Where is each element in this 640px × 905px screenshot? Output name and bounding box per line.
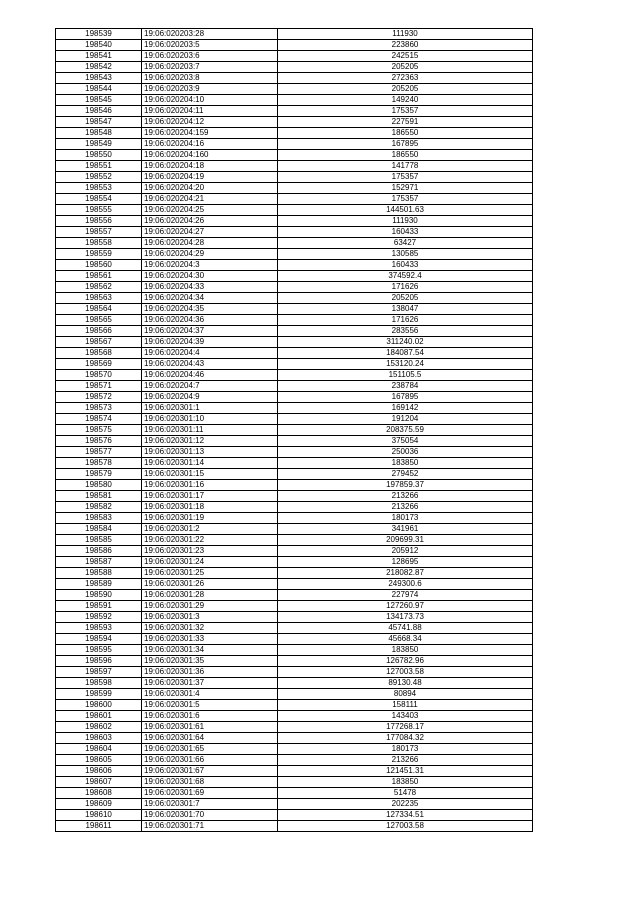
cadastral-number-cell: 19:06:020301:24 xyxy=(142,557,278,568)
table-row xyxy=(56,436,533,447)
table-row xyxy=(56,227,533,238)
cadastral-number-cell: 19:06:020204:10 xyxy=(142,95,278,106)
value-cell: 111930 xyxy=(278,29,533,40)
row-id-cell: 198551 xyxy=(56,161,142,172)
row-id-cell: 198550 xyxy=(56,150,142,161)
row-id-cell: 198553 xyxy=(56,183,142,194)
value-cell: 121451.31 xyxy=(278,766,533,777)
value-cell: 128695 xyxy=(278,557,533,568)
table-row xyxy=(56,315,533,326)
cadastral-number-cell: 19:06:020301:35 xyxy=(142,656,278,667)
value-cell: 227591 xyxy=(278,117,533,128)
table-row xyxy=(56,546,533,557)
row-id-cell: 198565 xyxy=(56,315,142,326)
table-body xyxy=(56,29,533,832)
cadastral-number-cell: 19:06:020204:37 xyxy=(142,326,278,337)
cadastral-number-cell: 19:06:020301:37 xyxy=(142,678,278,689)
row-id-cell: 198570 xyxy=(56,370,142,381)
cadastral-number-cell: 19:06:020204:19 xyxy=(142,172,278,183)
row-id-cell: 198606 xyxy=(56,766,142,777)
row-id-cell: 198539 xyxy=(56,29,142,40)
table-row xyxy=(56,513,533,524)
cadastral-number-cell: 19:06:020301:36 xyxy=(142,667,278,678)
row-id-cell: 198542 xyxy=(56,62,142,73)
value-cell: 184087.54 xyxy=(278,348,533,359)
cadastral-number-cell: 19:06:020301:11 xyxy=(142,425,278,436)
row-id-cell: 198584 xyxy=(56,524,142,535)
value-cell: 169142 xyxy=(278,403,533,414)
value-cell: 130585 xyxy=(278,249,533,260)
value-cell: 171626 xyxy=(278,282,533,293)
cadastral-number-cell: 19:06:020203:7 xyxy=(142,62,278,73)
table-row xyxy=(56,238,533,249)
cadastral-number-cell: 19:06:020204:20 xyxy=(142,183,278,194)
value-cell: 160433 xyxy=(278,227,533,238)
cadastral-number-cell: 19:06:020301:33 xyxy=(142,634,278,645)
cadastral-number-cell: 19:06:020203:5 xyxy=(142,40,278,51)
value-cell: 45741.88 xyxy=(278,623,533,634)
table-row xyxy=(56,700,533,711)
cadastral-number-cell: 19:06:020204:4 xyxy=(142,348,278,359)
table-row xyxy=(56,634,533,645)
cadastral-number-cell: 19:06:020301:3 xyxy=(142,612,278,623)
value-cell: 223860 xyxy=(278,40,533,51)
cadastral-number-cell: 19:06:020301:68 xyxy=(142,777,278,788)
row-id-cell: 198559 xyxy=(56,249,142,260)
value-cell: 127260.97 xyxy=(278,601,533,612)
row-id-cell: 198580 xyxy=(56,480,142,491)
value-cell: 80894 xyxy=(278,689,533,700)
cadastral-number-cell: 19:06:020204:26 xyxy=(142,216,278,227)
value-cell: 180173 xyxy=(278,513,533,524)
row-id-cell: 198604 xyxy=(56,744,142,755)
value-cell: 202235 xyxy=(278,799,533,810)
value-cell: 183850 xyxy=(278,777,533,788)
row-id-cell: 198579 xyxy=(56,469,142,480)
cadastral-number-cell: 19:06:020301:23 xyxy=(142,546,278,557)
table-row xyxy=(56,117,533,128)
value-cell: 127334.51 xyxy=(278,810,533,821)
table-row xyxy=(56,304,533,315)
table-row xyxy=(56,414,533,425)
row-id-cell: 198572 xyxy=(56,392,142,403)
row-id-cell: 198607 xyxy=(56,777,142,788)
row-id-cell: 198564 xyxy=(56,304,142,315)
cadastral-number-cell: 19:06:020204:18 xyxy=(142,161,278,172)
cadastral-number-cell: 19:06:020301:13 xyxy=(142,447,278,458)
table-row xyxy=(56,744,533,755)
table-row xyxy=(56,183,533,194)
value-cell: 213266 xyxy=(278,755,533,766)
value-cell: 374592.4 xyxy=(278,271,533,282)
cadastral-number-cell: 19:06:020203:8 xyxy=(142,73,278,84)
table-row xyxy=(56,150,533,161)
cadastral-number-cell: 19:06:020301:69 xyxy=(142,788,278,799)
cadastral-number-cell: 19:06:020301:7 xyxy=(142,799,278,810)
cadastral-number-cell: 19:06:020301:10 xyxy=(142,414,278,425)
cadastral-number-cell: 19:06:020301:15 xyxy=(142,469,278,480)
cadastral-number-cell: 19:06:020203:9 xyxy=(142,84,278,95)
value-cell: 127003.58 xyxy=(278,667,533,678)
table-row xyxy=(56,95,533,106)
cadastral-number-cell: 19:06:020204:36 xyxy=(142,315,278,326)
value-cell: 180173 xyxy=(278,744,533,755)
row-id-cell: 198597 xyxy=(56,667,142,678)
value-cell: 208375.59 xyxy=(278,425,533,436)
cadastral-number-cell: 19:06:020301:14 xyxy=(142,458,278,469)
table-row xyxy=(56,216,533,227)
row-id-cell: 198560 xyxy=(56,260,142,271)
cadastral-number-cell: 19:06:020301:22 xyxy=(142,535,278,546)
cadastral-number-cell: 19:06:020301:19 xyxy=(142,513,278,524)
row-id-cell: 198562 xyxy=(56,282,142,293)
table-row xyxy=(56,128,533,139)
cadastral-number-cell: 19:06:020301:65 xyxy=(142,744,278,755)
value-cell: 152971 xyxy=(278,183,533,194)
row-id-cell: 198541 xyxy=(56,51,142,62)
row-id-cell: 198558 xyxy=(56,238,142,249)
value-cell: 45668.34 xyxy=(278,634,533,645)
value-cell: 197859.37 xyxy=(278,480,533,491)
value-cell: 127003.58 xyxy=(278,821,533,832)
table-row xyxy=(56,40,533,51)
table-row xyxy=(56,271,533,282)
cadastral-number-cell: 19:06:020204:34 xyxy=(142,293,278,304)
row-id-cell: 198576 xyxy=(56,436,142,447)
value-cell: 227974 xyxy=(278,590,533,601)
row-id-cell: 198608 xyxy=(56,788,142,799)
cadastral-number-cell: 19:06:020204:160 xyxy=(142,150,278,161)
value-cell: 205205 xyxy=(278,62,533,73)
value-cell: 205205 xyxy=(278,293,533,304)
cadastral-number-cell: 19:06:020301:4 xyxy=(142,689,278,700)
row-id-cell: 198592 xyxy=(56,612,142,623)
row-id-cell: 198546 xyxy=(56,106,142,117)
cadastral-number-cell: 19:06:020301:18 xyxy=(142,502,278,513)
row-id-cell: 198573 xyxy=(56,403,142,414)
table-row xyxy=(56,722,533,733)
row-id-cell: 198561 xyxy=(56,271,142,282)
value-cell: 126782.96 xyxy=(278,656,533,667)
row-id-cell: 198568 xyxy=(56,348,142,359)
row-id-cell: 198583 xyxy=(56,513,142,524)
table-row xyxy=(56,755,533,766)
cadastral-number-cell: 19:06:020301:26 xyxy=(142,579,278,590)
cadastral-number-cell: 19:06:020204:29 xyxy=(142,249,278,260)
value-cell: 177084.32 xyxy=(278,733,533,744)
value-cell: 279452 xyxy=(278,469,533,480)
table-row xyxy=(56,370,533,381)
row-id-cell: 198605 xyxy=(56,755,142,766)
value-cell: 167895 xyxy=(278,392,533,403)
value-cell: 134173.73 xyxy=(278,612,533,623)
table-row xyxy=(56,381,533,392)
value-cell: 250036 xyxy=(278,447,533,458)
row-id-cell: 198552 xyxy=(56,172,142,183)
table-row xyxy=(56,524,533,535)
table-row xyxy=(56,205,533,216)
cadastral-number-cell: 19:06:020301:12 xyxy=(142,436,278,447)
cadastral-number-cell: 19:06:020301:28 xyxy=(142,590,278,601)
cadastral-number-cell: 19:06:020204:33 xyxy=(142,282,278,293)
table-row xyxy=(56,535,533,546)
value-cell: 191204 xyxy=(278,414,533,425)
table-row xyxy=(56,293,533,304)
row-id-cell: 198547 xyxy=(56,117,142,128)
row-id-cell: 198556 xyxy=(56,216,142,227)
cadastral-number-cell: 19:06:020301:71 xyxy=(142,821,278,832)
value-cell: 186550 xyxy=(278,128,533,139)
table-row xyxy=(56,337,533,348)
row-id-cell: 198557 xyxy=(56,227,142,238)
row-id-cell: 198593 xyxy=(56,623,142,634)
cadastral-number-cell: 19:06:020301:67 xyxy=(142,766,278,777)
row-id-cell: 198599 xyxy=(56,689,142,700)
value-cell: 138047 xyxy=(278,304,533,315)
row-id-cell: 198587 xyxy=(56,557,142,568)
cadastral-number-cell: 19:06:020301:16 xyxy=(142,480,278,491)
value-cell: 311240.02 xyxy=(278,337,533,348)
data-table xyxy=(55,28,533,832)
table-row xyxy=(56,425,533,436)
value-cell: 89130.48 xyxy=(278,678,533,689)
table-row xyxy=(56,458,533,469)
value-cell: 272363 xyxy=(278,73,533,84)
table-row xyxy=(56,260,533,271)
row-id-cell: 198543 xyxy=(56,73,142,84)
cadastral-number-cell: 19:06:020204:21 xyxy=(142,194,278,205)
table-row xyxy=(56,348,533,359)
row-id-cell: 198545 xyxy=(56,95,142,106)
value-cell: 183850 xyxy=(278,458,533,469)
cadastral-number-cell: 19:06:020204:12 xyxy=(142,117,278,128)
table-row xyxy=(56,491,533,502)
row-id-cell: 198549 xyxy=(56,139,142,150)
table-row xyxy=(56,403,533,414)
table-row xyxy=(56,733,533,744)
value-cell: 242515 xyxy=(278,51,533,62)
row-id-cell: 198591 xyxy=(56,601,142,612)
table-row xyxy=(56,62,533,73)
table-row xyxy=(56,667,533,678)
table-row xyxy=(56,469,533,480)
value-cell: 51478 xyxy=(278,788,533,799)
table-row xyxy=(56,326,533,337)
table-row xyxy=(56,106,533,117)
table-row xyxy=(56,73,533,84)
value-cell: 167895 xyxy=(278,139,533,150)
value-cell: 158111 xyxy=(278,700,533,711)
row-id-cell: 198575 xyxy=(56,425,142,436)
row-id-cell: 198594 xyxy=(56,634,142,645)
row-id-cell: 198588 xyxy=(56,568,142,579)
value-cell: 375054 xyxy=(278,436,533,447)
table-row xyxy=(56,194,533,205)
cadastral-number-cell: 19:06:020204:43 xyxy=(142,359,278,370)
value-cell: 238784 xyxy=(278,381,533,392)
table-row xyxy=(56,502,533,513)
row-id-cell: 198577 xyxy=(56,447,142,458)
value-cell: 63427 xyxy=(278,238,533,249)
cadastral-number-cell: 19:06:020301:32 xyxy=(142,623,278,634)
table-row xyxy=(56,29,533,40)
table-row xyxy=(56,480,533,491)
value-cell: 149240 xyxy=(278,95,533,106)
cadastral-number-cell: 19:06:020204:11 xyxy=(142,106,278,117)
value-cell: 205912 xyxy=(278,546,533,557)
cadastral-number-cell: 19:06:020203:6 xyxy=(142,51,278,62)
table-row xyxy=(56,612,533,623)
row-id-cell: 198578 xyxy=(56,458,142,469)
row-id-cell: 198602 xyxy=(56,722,142,733)
row-id-cell: 198554 xyxy=(56,194,142,205)
row-id-cell: 198586 xyxy=(56,546,142,557)
value-cell: 141778 xyxy=(278,161,533,172)
value-cell: 283556 xyxy=(278,326,533,337)
value-cell: 151105.5 xyxy=(278,370,533,381)
row-id-cell: 198589 xyxy=(56,579,142,590)
table-row xyxy=(56,678,533,689)
row-id-cell: 198611 xyxy=(56,821,142,832)
value-cell: 153120.24 xyxy=(278,359,533,370)
row-id-cell: 198548 xyxy=(56,128,142,139)
cadastral-number-cell: 19:06:020301:66 xyxy=(142,755,278,766)
table-row xyxy=(56,51,533,62)
cadastral-number-cell: 19:06:020204:35 xyxy=(142,304,278,315)
table-row xyxy=(56,447,533,458)
table-row xyxy=(56,579,533,590)
table-row xyxy=(56,172,533,183)
cadastral-number-cell: 19:06:020204:46 xyxy=(142,370,278,381)
row-id-cell: 198595 xyxy=(56,645,142,656)
value-cell: 218082.87 xyxy=(278,568,533,579)
table-row xyxy=(56,568,533,579)
row-id-cell: 198581 xyxy=(56,491,142,502)
cadastral-number-cell: 19:06:020204:9 xyxy=(142,392,278,403)
row-id-cell: 198555 xyxy=(56,205,142,216)
value-cell: 213266 xyxy=(278,502,533,513)
row-id-cell: 198569 xyxy=(56,359,142,370)
cadastral-number-cell: 19:06:020301:2 xyxy=(142,524,278,535)
row-id-cell: 198571 xyxy=(56,381,142,392)
table-row xyxy=(56,249,533,260)
table-row xyxy=(56,590,533,601)
row-id-cell: 198544 xyxy=(56,84,142,95)
cadastral-number-cell: 19:06:020301:25 xyxy=(142,568,278,579)
cadastral-number-cell: 19:06:020204:39 xyxy=(142,337,278,348)
row-id-cell: 198598 xyxy=(56,678,142,689)
table-row xyxy=(56,689,533,700)
row-id-cell: 198563 xyxy=(56,293,142,304)
value-cell: 143403 xyxy=(278,711,533,722)
value-cell: 186550 xyxy=(278,150,533,161)
row-id-cell: 198610 xyxy=(56,810,142,821)
value-cell: 341961 xyxy=(278,524,533,535)
table-row xyxy=(56,821,533,832)
value-cell: 111930 xyxy=(278,216,533,227)
table-row xyxy=(56,799,533,810)
cadastral-number-cell: 19:06:020301:6 xyxy=(142,711,278,722)
value-cell: 249300.6 xyxy=(278,579,533,590)
row-id-cell: 198574 xyxy=(56,414,142,425)
cadastral-number-cell: 19:06:020204:7 xyxy=(142,381,278,392)
cadastral-number-cell: 19:06:020204:27 xyxy=(142,227,278,238)
value-cell: 175357 xyxy=(278,172,533,183)
value-cell: 144501.63 xyxy=(278,205,533,216)
cadastral-number-cell: 19:06:020301:70 xyxy=(142,810,278,821)
cadastral-number-cell: 19:06:020203:28 xyxy=(142,29,278,40)
value-cell: 213266 xyxy=(278,491,533,502)
table-row xyxy=(56,777,533,788)
table-row xyxy=(56,282,533,293)
value-cell: 175357 xyxy=(278,106,533,117)
cadastral-number-cell: 19:06:020204:28 xyxy=(142,238,278,249)
table-row xyxy=(56,139,533,150)
cadastral-number-cell: 19:06:020301:1 xyxy=(142,403,278,414)
cadastral-number-cell: 19:06:020301:64 xyxy=(142,733,278,744)
cadastral-number-cell: 19:06:020204:25 xyxy=(142,205,278,216)
cadastral-number-cell: 19:06:020301:5 xyxy=(142,700,278,711)
row-id-cell: 198566 xyxy=(56,326,142,337)
value-cell: 205205 xyxy=(278,84,533,95)
row-id-cell: 198609 xyxy=(56,799,142,810)
cadastral-number-cell: 19:06:020301:17 xyxy=(142,491,278,502)
table-row xyxy=(56,766,533,777)
cadastral-number-cell: 19:06:020301:29 xyxy=(142,601,278,612)
value-cell: 183850 xyxy=(278,645,533,656)
value-cell: 160433 xyxy=(278,260,533,271)
table-row xyxy=(56,623,533,634)
row-id-cell: 198590 xyxy=(56,590,142,601)
value-cell: 171626 xyxy=(278,315,533,326)
cadastral-number-cell: 19:06:020301:61 xyxy=(142,722,278,733)
cadastral-number-cell: 19:06:020301:34 xyxy=(142,645,278,656)
row-id-cell: 198601 xyxy=(56,711,142,722)
row-id-cell: 198596 xyxy=(56,656,142,667)
row-id-cell: 198540 xyxy=(56,40,142,51)
value-cell: 209699.31 xyxy=(278,535,533,546)
table-row xyxy=(56,601,533,612)
row-id-cell: 198600 xyxy=(56,700,142,711)
row-id-cell: 198567 xyxy=(56,337,142,348)
value-cell: 175357 xyxy=(278,194,533,205)
cadastral-number-cell: 19:06:020204:30 xyxy=(142,271,278,282)
table-row xyxy=(56,84,533,95)
table-row xyxy=(56,359,533,370)
row-id-cell: 198582 xyxy=(56,502,142,513)
table-row xyxy=(56,788,533,799)
row-id-cell: 198585 xyxy=(56,535,142,546)
table-row xyxy=(56,161,533,172)
row-id-cell: 198603 xyxy=(56,733,142,744)
value-cell: 177268.17 xyxy=(278,722,533,733)
table-row xyxy=(56,810,533,821)
cadastral-number-cell: 19:06:020204:3 xyxy=(142,260,278,271)
table-row xyxy=(56,392,533,403)
table-row xyxy=(56,557,533,568)
cadastral-number-cell: 19:06:020204:159 xyxy=(142,128,278,139)
cadastral-number-cell: 19:06:020204:16 xyxy=(142,139,278,150)
table-row xyxy=(56,656,533,667)
table-row xyxy=(56,711,533,722)
table-row xyxy=(56,645,533,656)
